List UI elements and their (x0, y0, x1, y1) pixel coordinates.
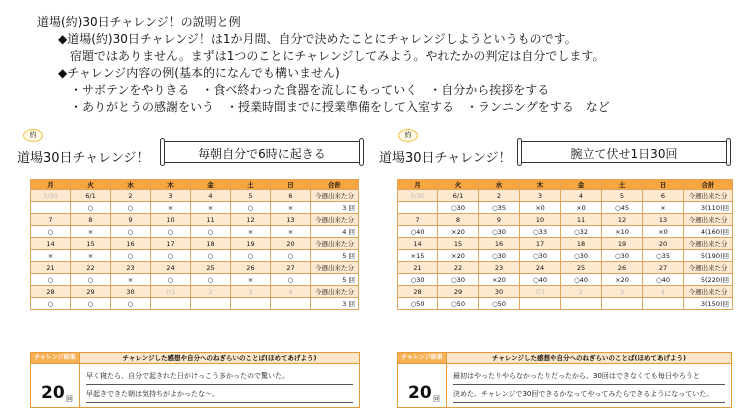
intro-bullet2: ◆チャレンジ内容の例(基本的になんでも構いません) (58, 66, 340, 80)
mark-row (398, 250, 733, 262)
mark-row (31, 202, 359, 214)
weekday-header: 水 (111, 180, 151, 190)
mark-cell: × (271, 226, 311, 238)
mark-row (31, 226, 359, 238)
result-unit: 回 (66, 395, 73, 403)
date-cell: 21 (398, 262, 438, 274)
mark-cell: ×20 (438, 250, 479, 262)
feedback-line1: 早く寝たら、自分で起きれた日がけっこう多かったので驚いた。 (86, 372, 289, 380)
weekday-header: 木 (520, 180, 561, 190)
mark-cell: ○ (71, 298, 111, 310)
date-cell: 22 (71, 262, 111, 274)
date-cell: 20 (271, 238, 311, 250)
write-line (86, 402, 353, 403)
date-cell: 27 (643, 262, 684, 274)
date-cell: 4 (271, 286, 311, 298)
date-cell: 17 (151, 238, 191, 250)
date-cell: 6 (643, 190, 684, 202)
date-cell: 3 (151, 190, 191, 202)
week-total-label: 今週出来た分 (684, 262, 733, 274)
date-cell: 15 (438, 238, 479, 250)
date-cell: 13 (643, 214, 684, 226)
date-cell: 7/1 (520, 286, 561, 298)
week-total: 3(150)回 (684, 298, 733, 310)
feedback-header: チャレンジした感想や自分へのねぎらいのことば(ほめてあげよう) (79, 353, 359, 363)
week-total: 4(160)回 (684, 226, 733, 238)
date-cell: 5/30 (398, 190, 438, 202)
date-cell: 27 (271, 262, 311, 274)
date-cell: 26 (231, 262, 271, 274)
mark-cell: × (643, 202, 684, 214)
date-cell: 8 (71, 214, 111, 226)
date-row (31, 262, 359, 274)
weekday-header: 金 (191, 180, 231, 190)
mark-row (398, 274, 733, 286)
date-cell: 10 (151, 214, 191, 226)
date-cell: 7/1 (151, 286, 191, 298)
feedback-header: チャレンジした感想や自分へのねぎらいのことば(ほめてあげよう) (446, 353, 731, 363)
mark-cell: × (191, 202, 231, 214)
date-cell: 20 (643, 238, 684, 250)
mark-cell: × (231, 274, 271, 286)
mark-cell: ○ (31, 226, 71, 238)
intro-examples-line2: ・ありがとうの感謝をいう ・授業時間までに授業準備をして入室する ・ランニングをする など (70, 100, 610, 114)
week-total-label: 今週出来た分 (311, 286, 359, 298)
week-total-label: 今週出来た分 (684, 286, 733, 298)
date-cell: 19 (602, 238, 643, 250)
date-cell: 19 (231, 238, 271, 250)
date-cell: 9 (111, 214, 151, 226)
date-cell: 4 (561, 190, 602, 202)
mark-cell: ○30 (438, 202, 479, 214)
mark-cell (643, 298, 684, 310)
mark-cell: ○30 (398, 274, 438, 286)
mark-cell: ×20 (438, 226, 479, 238)
weekday-header: 月 (398, 180, 438, 190)
week-total-label: 今週出来た分 (311, 238, 359, 250)
mark-cell: ○ (151, 250, 191, 262)
week-total-label: 今週出来た分 (684, 214, 733, 226)
date-cell: 21 (31, 262, 71, 274)
mark-cell: ○30 (438, 274, 479, 286)
mark-cell: ○50 (398, 298, 438, 310)
mark-row (398, 298, 733, 310)
mark-cell: ○ (271, 274, 311, 286)
mark-row (31, 274, 359, 286)
date-cell: 5 (602, 190, 643, 202)
feedback-line2: 早起きできた朝は気持ちがよかったな～。 (86, 390, 219, 398)
goal-scroll (519, 141, 729, 163)
week-total-label: 今週出来た分 (311, 214, 359, 226)
mark-cell: ○ (191, 226, 231, 238)
mark-cell: ○ (111, 202, 151, 214)
date-cell: 14 (398, 238, 438, 250)
mark-cell: ○ (71, 202, 111, 214)
goal-text: 腕立て伏せ1日30回 (570, 147, 678, 161)
date-cell: 6/1 (438, 190, 479, 202)
weekday-header: 日 (271, 180, 311, 190)
mark-cell (231, 298, 271, 310)
weekday-header: 火 (71, 180, 111, 190)
mark-cell: × (31, 250, 71, 262)
result-unit: 回 (433, 395, 440, 403)
date-row (31, 238, 359, 250)
mark-cell: ○ (271, 250, 311, 262)
mark-cell: ○35 (479, 202, 520, 214)
mark-cell: ○40 (561, 274, 602, 286)
calendar-table (30, 179, 359, 310)
mark-row (398, 202, 733, 214)
date-cell: 11 (191, 214, 231, 226)
mark-cell: ×10 (602, 226, 643, 238)
date-cell: 30 (479, 286, 520, 298)
mark-cell: ×20 (602, 274, 643, 286)
week-total: 5(190)回 (684, 250, 733, 262)
week-total: 5(220)回 (684, 274, 733, 286)
date-cell: 4 (643, 286, 684, 298)
mark-cell: ○50 (479, 298, 520, 310)
date-cell: 7 (31, 214, 71, 226)
calendar-header-row (31, 180, 359, 190)
weekday-header: 火 (438, 180, 479, 190)
date-cell: 12 (602, 214, 643, 226)
mark-cell (151, 298, 191, 310)
weekday-header: 合計 (684, 180, 733, 190)
date-cell: 16 (479, 238, 520, 250)
mark-cell: ○ (191, 250, 231, 262)
mark-cell (191, 298, 231, 310)
mark-cell (602, 298, 643, 310)
write-line (86, 384, 353, 385)
result-count: 20 (408, 383, 432, 403)
mark-cell (271, 298, 311, 310)
weekday-header: 金 (561, 180, 602, 190)
mark-cell: ○ (111, 226, 151, 238)
mark-cell: ○40 (520, 274, 561, 286)
date-row (31, 214, 359, 226)
date-cell: 5/30 (31, 190, 71, 202)
date-cell: 2 (191, 286, 231, 298)
mark-cell: × (271, 202, 311, 214)
date-cell: 16 (111, 238, 151, 250)
date-cell: 17 (520, 238, 561, 250)
mark-cell: ○ (191, 274, 231, 286)
mark-cell (398, 202, 438, 214)
intro-bullet1-line1: ◆道場(約)30日チャレンジ！は1か月間、自分で決めたことにチャレンジしようというものです。 (58, 32, 577, 46)
date-cell: 6 (271, 190, 311, 202)
mark-cell: ○ (71, 274, 111, 286)
intro-bullet1-line2: 宿題ではありません。まずは1つのことにチャレンジしてみよう。やれたかの判定は自分でします。 (70, 49, 605, 63)
weekday-header: 合計 (311, 180, 359, 190)
date-row (31, 286, 359, 298)
mark-cell: ○30 (479, 250, 520, 262)
weekday-header: 月 (31, 180, 71, 190)
mark-cell: ○ (151, 274, 191, 286)
week-total-label: 今週出来た分 (311, 262, 359, 274)
date-cell: 23 (479, 262, 520, 274)
week-total-label: 今週出来た分 (684, 190, 733, 202)
week-total: 3 回 (311, 298, 359, 310)
week-total-label: 今週出来た分 (684, 238, 733, 250)
mark-cell: ○ (111, 298, 151, 310)
weekday-header: 土 (602, 180, 643, 190)
mark-cell: ○40 (643, 274, 684, 286)
date-row (398, 262, 733, 274)
mark-cell: ○30 (479, 226, 520, 238)
mark-cell: ○ (151, 226, 191, 238)
week-total-label: 今週出来た分 (311, 190, 359, 202)
mark-cell: ○50 (438, 298, 479, 310)
mark-cell: ×0 (643, 226, 684, 238)
date-cell: 2 (111, 190, 151, 202)
mark-cell (31, 202, 71, 214)
mark-cell: ○35 (643, 250, 684, 262)
mark-cell: ○30 (561, 250, 602, 262)
date-cell: 15 (71, 238, 111, 250)
date-row (398, 286, 733, 298)
calendar-header-row (398, 180, 733, 190)
date-cell: 8 (438, 214, 479, 226)
challenge-label: 道場30日チャレンジ！ (379, 151, 512, 166)
mark-cell (561, 298, 602, 310)
goal-scroll (162, 141, 362, 163)
date-cell: 24 (520, 262, 561, 274)
mark-row (31, 250, 359, 262)
weekday-header: 土 (231, 180, 271, 190)
date-cell: 25 (191, 262, 231, 274)
write-line (453, 402, 725, 403)
mark-cell: ○ (231, 250, 271, 262)
date-cell: 10 (520, 214, 561, 226)
date-cell: 4 (191, 190, 231, 202)
date-cell: 5 (231, 190, 271, 202)
mark-cell: × (151, 202, 191, 214)
feedback-box (397, 352, 732, 408)
result-count: 20 (41, 383, 65, 403)
feedback-line1: 最初はやったりやらなかったりだったから、30回はできなくても毎日やろうと (453, 372, 700, 380)
week-total: 4 回 (311, 226, 359, 238)
week-total: 3 回 (311, 202, 359, 214)
date-cell: 23 (111, 262, 151, 274)
mark-cell: ○33 (520, 226, 561, 238)
mark-cell: × (71, 226, 111, 238)
date-cell: 9 (479, 214, 520, 226)
mark-cell: ×0 (520, 202, 561, 214)
feedback-line2: 決めた。チャレンジで30回できるかなってやってみたらできるようになっていた。 (453, 390, 714, 398)
intro-examples-line1: ・サボテンをやりきる ・食べ終わった食器を流しにもっていく ・自分から挨拶をする (70, 83, 550, 97)
date-cell: 29 (71, 286, 111, 298)
mark-cell: × (111, 274, 151, 286)
date-row (31, 190, 359, 202)
intro-title: 道場(約)30日チャレンジ！の説明と例 (37, 15, 241, 29)
mark-cell: ○ (31, 274, 71, 286)
result-label: チャレンジ結果 (31, 353, 79, 363)
date-cell: 12 (231, 214, 271, 226)
mark-cell: × (231, 226, 271, 238)
week-total: 5 回 (311, 274, 359, 286)
week-total: 5 回 (311, 250, 359, 262)
date-cell: 11 (561, 214, 602, 226)
date-cell: 25 (561, 262, 602, 274)
date-cell: 13 (271, 214, 311, 226)
date-cell: 3 (520, 190, 561, 202)
date-cell: 29 (438, 286, 479, 298)
date-cell: 2 (561, 286, 602, 298)
mark-cell: × (71, 250, 111, 262)
mark-cell: ○30 (602, 250, 643, 262)
date-cell: 22 (438, 262, 479, 274)
mark-cell: ○45 (602, 202, 643, 214)
weekday-header: 日 (643, 180, 684, 190)
mark-row (31, 298, 359, 310)
mark-cell: ○ (111, 250, 151, 262)
week-total: 3(110)回 (684, 202, 733, 214)
feedback-box (30, 352, 360, 408)
date-row (398, 238, 733, 250)
approx-badge: 約 (23, 129, 43, 142)
challenge-label: 道場30日チャレンジ！ (17, 151, 150, 166)
date-cell: 3 (602, 286, 643, 298)
mark-cell: ○ (231, 202, 271, 214)
mark-cell: ×15 (398, 250, 438, 262)
mark-cell: ○40 (398, 226, 438, 238)
date-cell: 6/1 (71, 190, 111, 202)
mark-cell: ○ (31, 298, 71, 310)
mark-cell: ×20 (479, 274, 520, 286)
goal-text: 毎朝自分で6時に起きる (198, 147, 326, 161)
date-cell: 2 (479, 190, 520, 202)
mark-cell: ○30 (520, 250, 561, 262)
mark-cell: ○32 (561, 226, 602, 238)
result-label: チャレンジ結果 (398, 353, 446, 363)
calendar-table (397, 179, 733, 310)
mark-cell (520, 298, 561, 310)
date-cell: 18 (191, 238, 231, 250)
date-cell: 28 (31, 286, 71, 298)
date-cell: 28 (398, 286, 438, 298)
date-cell: 18 (561, 238, 602, 250)
date-cell: 7 (398, 214, 438, 226)
mark-cell: ×0 (561, 202, 602, 214)
approx-badge: 約 (398, 129, 418, 142)
date-cell: 26 (602, 262, 643, 274)
weekday-header: 水 (479, 180, 520, 190)
date-cell: 30 (111, 286, 151, 298)
date-cell: 3 (231, 286, 271, 298)
write-line (453, 384, 725, 385)
date-cell: 14 (31, 238, 71, 250)
mark-row (398, 226, 733, 238)
date-row (398, 214, 733, 226)
weekday-header: 木 (151, 180, 191, 190)
date-cell: 24 (151, 262, 191, 274)
date-row (398, 190, 733, 202)
